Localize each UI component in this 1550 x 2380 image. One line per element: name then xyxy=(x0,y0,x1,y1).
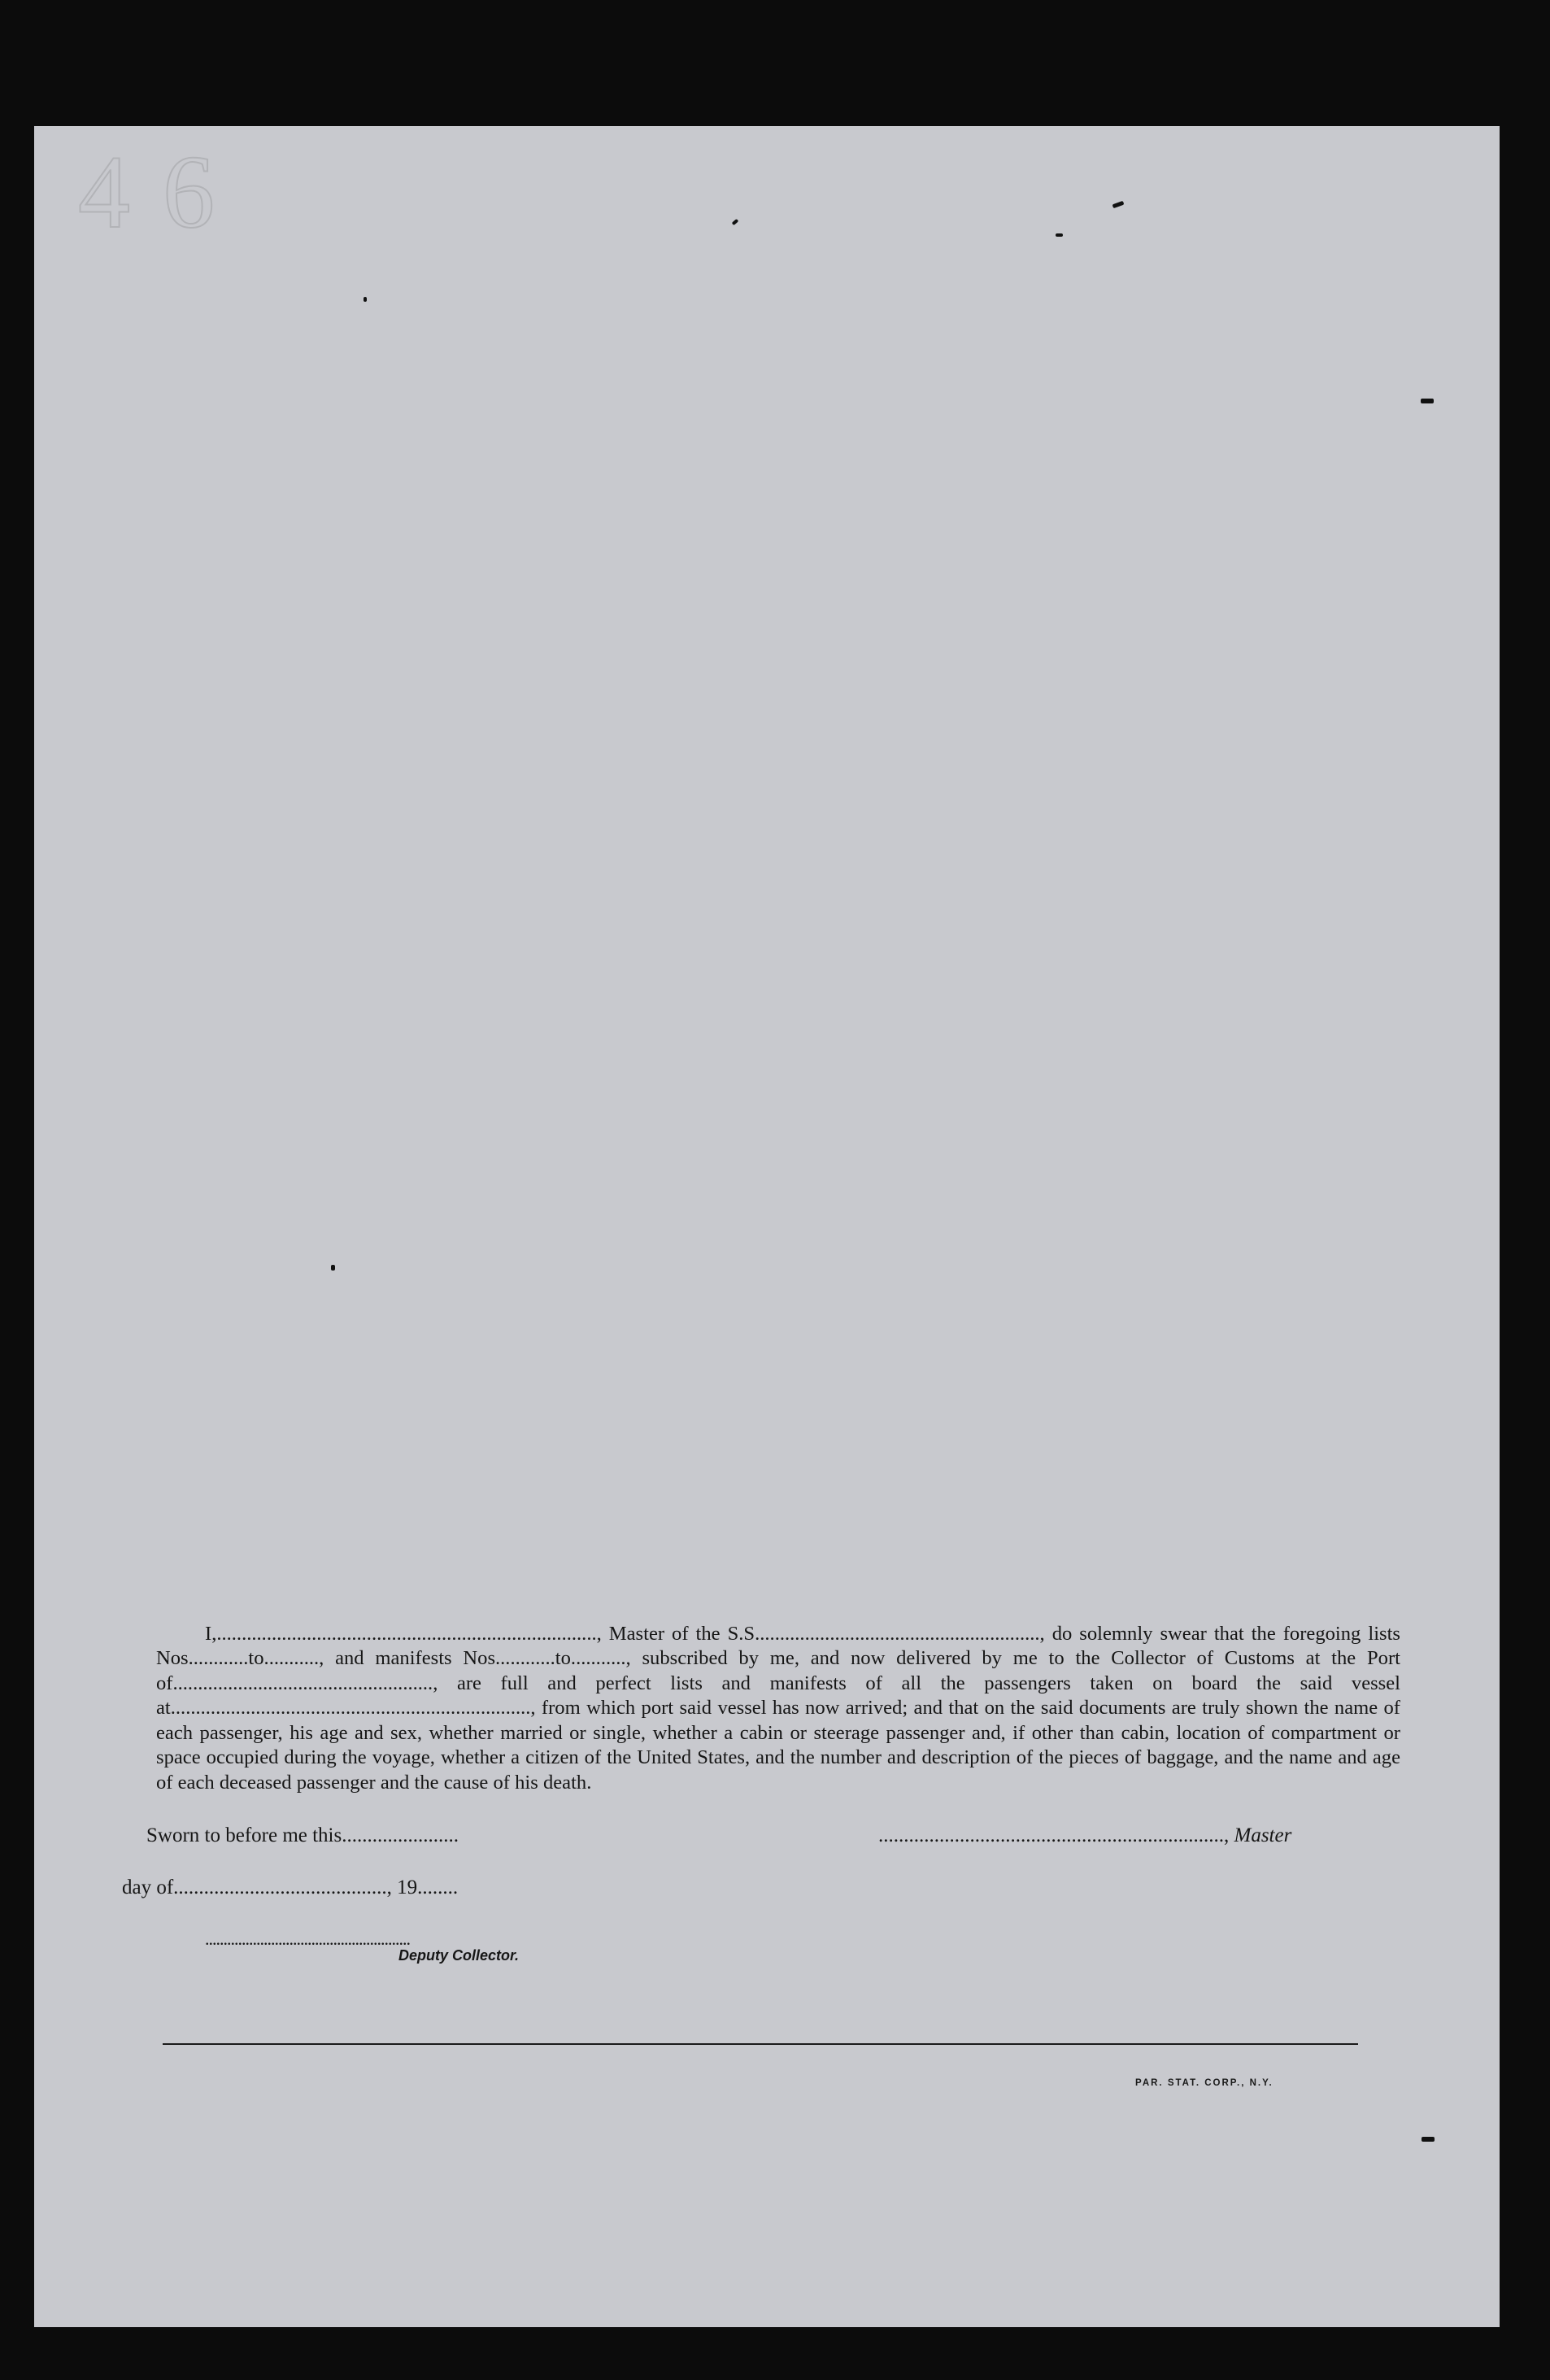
scan-speck xyxy=(331,1265,335,1271)
master-label: Master xyxy=(1234,1824,1292,1846)
scan-speck xyxy=(1421,399,1434,403)
master-dots: ...................................................................., xyxy=(878,1824,1230,1846)
sworn-before-line: Sworn to before me this....................... xyxy=(146,1824,459,1846)
handwritten-page-number: 46 xyxy=(78,134,247,250)
scan-speck xyxy=(364,297,367,302)
master-signature-line xyxy=(878,1824,1291,1847)
scan-speck xyxy=(1056,233,1063,237)
deputy-collector-label: Deputy Collector. xyxy=(398,1947,520,1964)
scan-speck xyxy=(1422,2137,1435,2142)
printer-mark: PAR. STAT. CORP., N.Y. xyxy=(1135,2078,1274,2088)
scan-speck xyxy=(1112,201,1125,208)
manifest-sheet xyxy=(34,126,1500,2327)
day-of-line: day of.........................................., 19........ xyxy=(122,1877,459,1898)
scan-speck xyxy=(732,219,739,225)
horizontal-rule xyxy=(163,2043,1358,2045)
master-oath-paragraph: I,............................................................................, Master of the S.S........................................................., do solemnly swear that the foregoing lists Nos............to..........., and manifests Nos............to..........., subscribed by me, and now delivered by me to the Collector of Customs at the Port of...................................................., are full and perfect lists and manifests of all the passengers taken on board the said vessel at........................................................................, from which port said vessel has now arrived; and that on the said documents are truly shown the name of each passenger, his age and sex, whether married or single, whether a cabin or steerage passenger and, if other than cabin, location of compartment or space occupied during the voyage, whether a citizen of the United States, and the number and description of the pieces of baggage, and the name and age of each deceased passenger and the cause of his death. xyxy=(156,1622,1400,1794)
deputy-signature-dots: ........................................................ xyxy=(205,1929,410,1949)
